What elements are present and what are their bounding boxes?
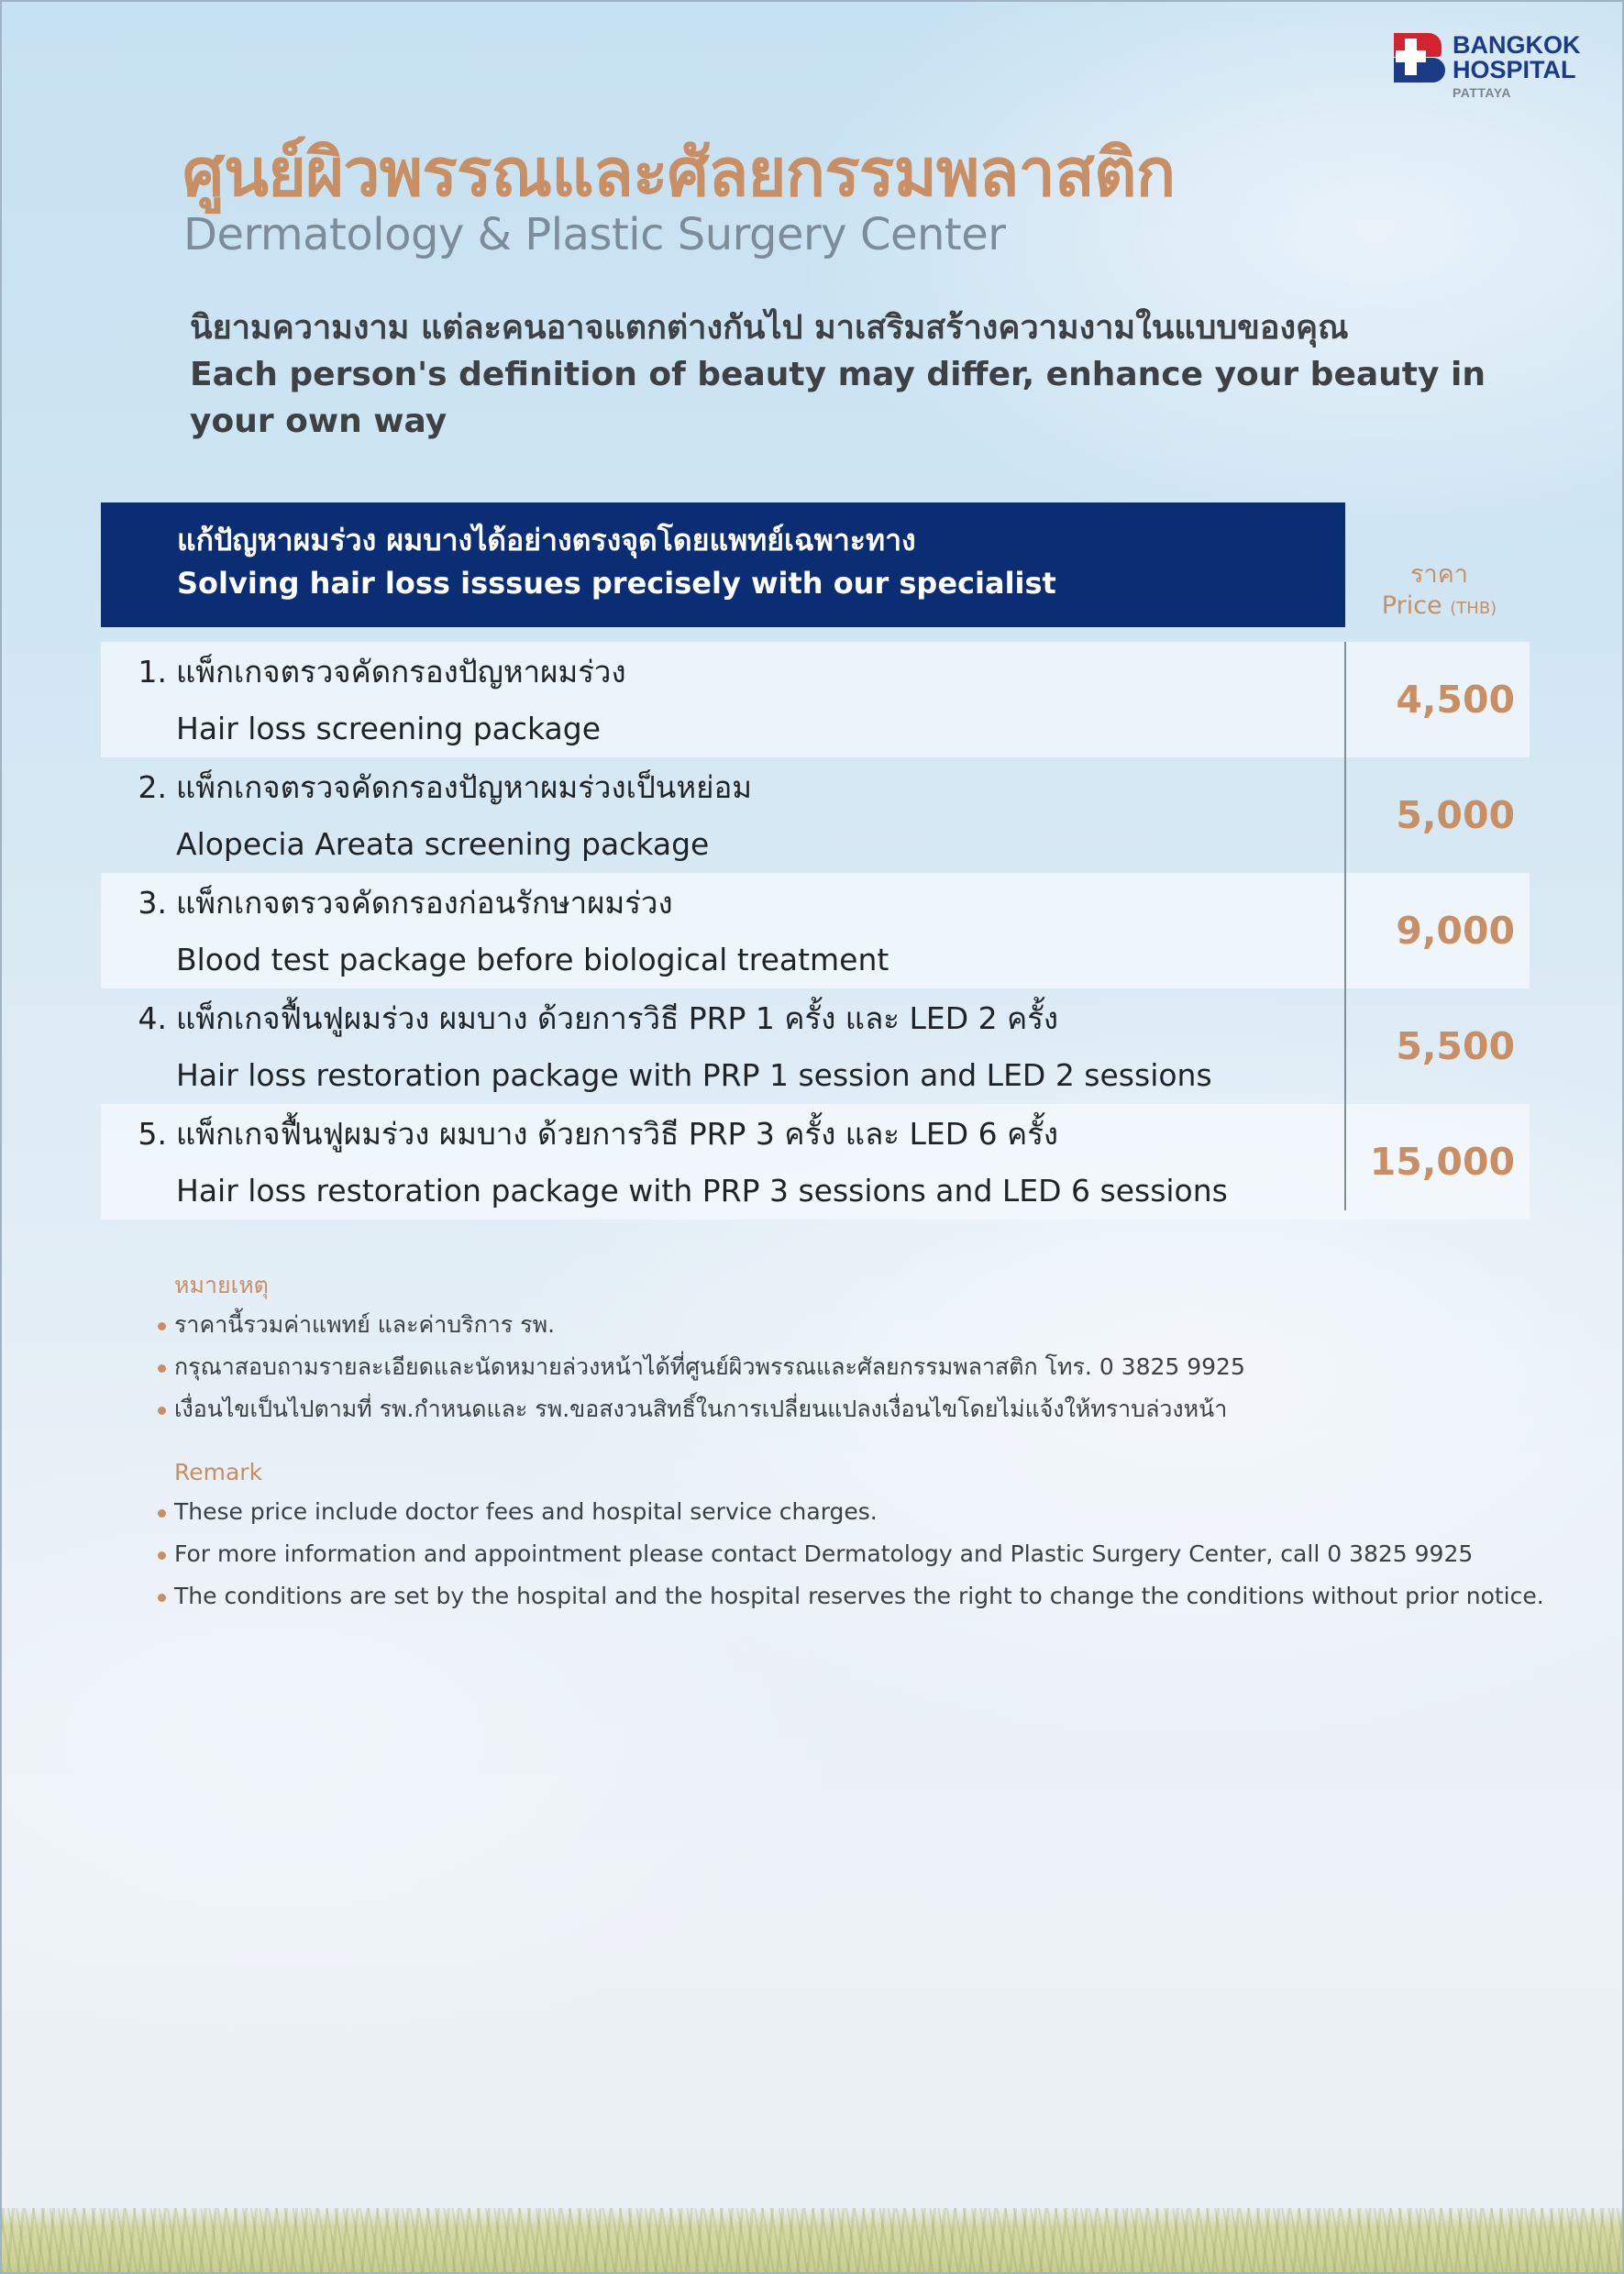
- package-price: 15,000: [1369, 1140, 1515, 1184]
- page-title-english: Dermatology & Plastic Surgery Center: [183, 209, 1006, 260]
- package-name-thai: แพ็กเกจตรวจคัดกรองปัญหาผมร่วงเป็นหย่อม: [176, 769, 753, 805]
- logo-line-3: PATTAYA: [1453, 85, 1511, 100]
- column-divider: [1344, 642, 1346, 1210]
- package-number: 1.: [138, 654, 167, 690]
- price-label-thai: ราคา: [1410, 560, 1468, 589]
- section-heading-english: Solving hair loss isssues precisely with our specialist: [177, 566, 1056, 601]
- package-name-thai: แพ็กเกจตรวจคัดกรองปัญหาผมร่วง: [176, 654, 626, 690]
- package-name-english: Blood test package before biological treatment: [176, 942, 889, 977]
- package-row: [101, 873, 1530, 988]
- package-name-english: Hair loss restoration package with PRP 1 session and LED 2 sessions: [176, 1057, 1212, 1093]
- price-column-header: [1350, 559, 1529, 624]
- note-item: ราคานี้รวมค่าแพทย์ และค่าบริการ รพ.: [158, 1304, 1588, 1346]
- tagline-english-2: your own way: [190, 403, 447, 440]
- hospital-cross-icon: [1394, 33, 1445, 84]
- notes-list-english: [158, 1491, 1588, 1617]
- package-row: [101, 1104, 1530, 1220]
- package-name-english: Alopecia Areata screening package: [176, 826, 710, 862]
- logo-line-1: BANGKOK: [1453, 31, 1581, 59]
- notes-list-thai: [158, 1304, 1588, 1430]
- package-number: 5.: [138, 1116, 167, 1152]
- tagline: [190, 304, 1486, 445]
- tagline-english-1: Each person's definition of beauty may differ, enhance your beauty in: [190, 356, 1486, 393]
- notes-section: [158, 1267, 1588, 1617]
- price-label-english: Price: [1381, 591, 1442, 620]
- package-list: [101, 642, 1530, 1220]
- note-item: These price include doctor fees and hospital service charges.: [158, 1491, 1588, 1533]
- bangkok-hospital-logo: [1394, 33, 1605, 105]
- grass-background: [2, 2208, 1622, 2272]
- package-row: [101, 757, 1530, 873]
- section-heading-thai: แก้ปัญหาผมร่วง ผมบางได้อย่างตรงจุดโดยแพทย์เฉพาะทาง: [177, 523, 916, 557]
- note-item: For more information and appointment please contact Dermatology and Plastic Surgery Center, call 0 3825 9925: [158, 1533, 1588, 1575]
- package-number: 2.: [138, 769, 167, 805]
- package-name-thai: แพ็กเกจฟื้นฟูผมร่วง ผมบาง ด้วยการวิธี PRP 3 ครั้ง และ LED 6 ครั้ง: [176, 1116, 1059, 1152]
- logo-line-2: HOSPITAL: [1453, 56, 1576, 83]
- note-item: เงื่อนไขเป็นไปตามที่ รพ.กำหนดและ รพ.ขอสงวนสิทธิ์ในการเปลี่ยนแปลงเงื่อนไขโดยไม่แจ้งให้ทราบล่วงหน้า: [158, 1388, 1588, 1430]
- section-heading-band: [101, 502, 1345, 627]
- package-row: [101, 642, 1530, 757]
- package-name-english: Hair loss restoration package with PRP 3 sessions and LED 6 sessions: [176, 1173, 1228, 1209]
- page-title-thai: ศูนย์ผิวพรรณและศัลยกรรมพลาสติก: [182, 134, 1176, 211]
- package-name-thai: แพ็กเกจตรวจคัดกรองก่อนรักษาผมร่วง: [176, 885, 673, 921]
- package-price: 5,000: [1396, 793, 1515, 837]
- tagline-thai: นิยามความงาม แต่ละคนอาจแตกต่างกันไป มาเสริมสร้างความงามในแบบของคุณ: [190, 309, 1349, 347]
- package-name-english: Hair loss screening package: [176, 711, 602, 746]
- package-price: 4,500: [1396, 678, 1515, 722]
- notes-title-english: Remark: [174, 1459, 263, 1485]
- note-item: The conditions are set by the hospital and the hospital reserves the right to change the conditions without prior notice.: [158, 1575, 1588, 1617]
- note-item: กรุณาสอบถามรายละเอียดและนัดหมายล่วงหน้าได้ที่ศูนย์ผิวพรรณและศัลยกรรมพลาสติก โทร. 0 3825 9925: [158, 1346, 1588, 1388]
- package-number: 4.: [138, 1000, 167, 1036]
- package-price: 9,000: [1396, 909, 1515, 953]
- price-currency: (THB): [1450, 599, 1497, 618]
- package-price: 5,500: [1396, 1024, 1515, 1068]
- package-name-thai: แพ็กเกจฟื้นฟูผมร่วง ผมบาง ด้วยการวิธี PRP 1 ครั้ง และ LED 2 ครั้ง: [176, 1000, 1059, 1036]
- package-number: 3.: [138, 885, 167, 921]
- package-row: [101, 988, 1530, 1104]
- notes-title-thai: หมายเหตุ: [174, 1272, 269, 1298]
